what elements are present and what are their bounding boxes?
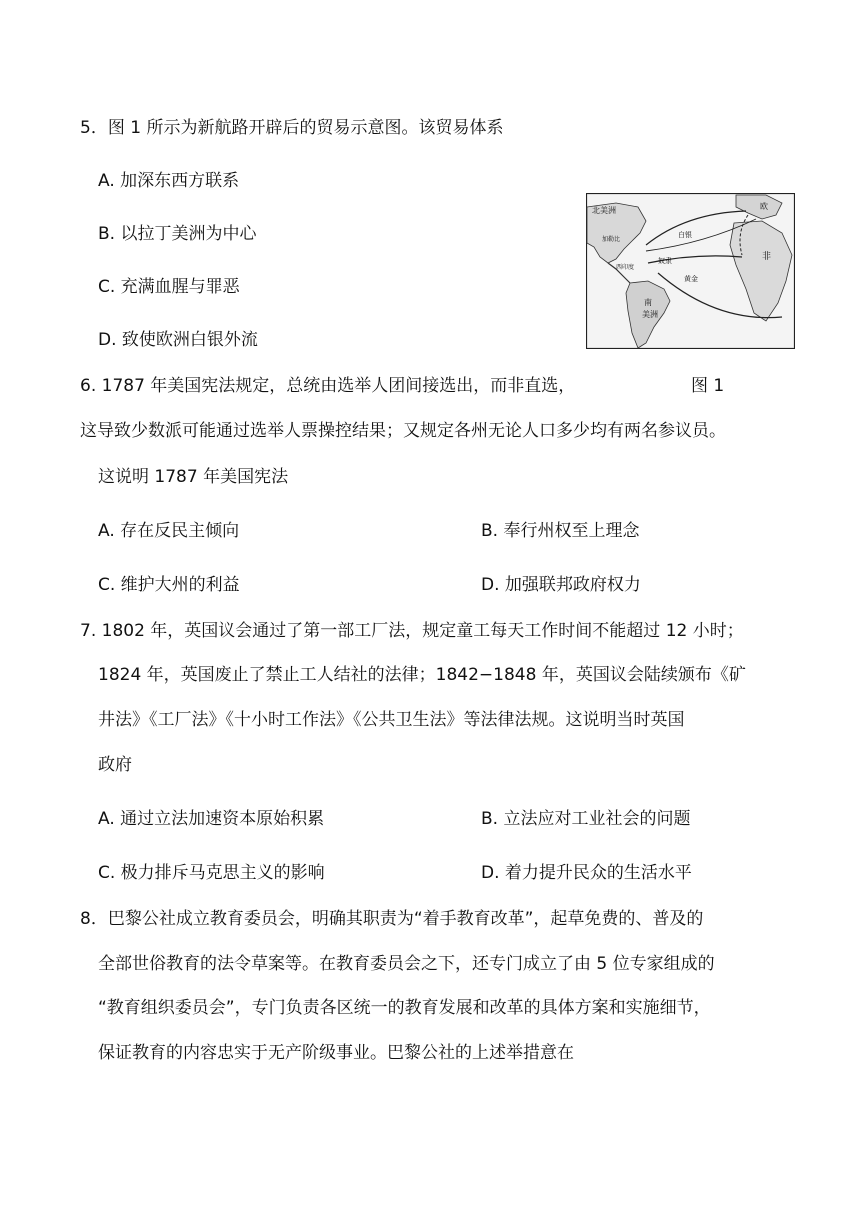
q8-stem-line-3: “教育组织委员会”，专门负责各区统一的教育发展和改革的具体方案和实施细节，	[98, 998, 711, 1018]
q6-option-b[interactable]: B. 奉行州权至上理念	[481, 521, 640, 541]
q6-stem-line-3: 这说明 1787 年美国宪法	[98, 467, 289, 487]
q6-stem-line-1: 6. 1787 年美国宪法规定，总统由选举人团间接选出，而非直选，	[80, 376, 576, 396]
q5-option-c[interactable]: C. 充满血腥与罪恶	[98, 277, 240, 297]
q8-stem-line-2: 全部世俗教育的法令草案等。在教育委员会之下，还专门成立了由 5 位专家组成的	[98, 954, 715, 974]
q6-option-a[interactable]: A. 存在反民主倾向	[98, 521, 240, 541]
map-label-slave: 奴隶	[658, 257, 672, 265]
q6-option-d[interactable]: D. 加强联邦政府权力	[481, 575, 641, 595]
map-label-europe: 欧	[760, 202, 768, 211]
map-label-silver: 白银	[678, 231, 692, 239]
q7-stem-line-2: 1824 年，英国废止了禁止工人结社的法律；1842−1848 年，英国议会陆续颁布《矿	[98, 665, 746, 685]
q6-option-c[interactable]: C. 维护大州的利益	[98, 575, 240, 595]
q7-stem-line-4: 政府	[98, 755, 132, 775]
map-label-africa: 非	[762, 252, 772, 262]
q5-option-b[interactable]: B. 以拉丁美洲为中心	[98, 224, 257, 244]
map-label-south-america-2: 美洲	[642, 310, 658, 319]
map-label-gold: 黄金	[684, 275, 698, 283]
q7-option-c[interactable]: C. 极力排斥马克思主义的影响	[98, 863, 325, 883]
q6-stem-line-2: 这导致少数派可能通过选举人票操控结果；又规定各州无论人口多少均有两名参议员。	[80, 421, 726, 441]
map-label-caribbean: 加勒比	[602, 236, 621, 243]
q7-option-d[interactable]: D. 着力提升民众的生活水平	[481, 863, 692, 883]
q5-stem: 5．图 1 所示为新航路开辟后的贸易示意图。该贸易体系	[80, 118, 504, 138]
q7-stem-line-1: 7. 1802 年，英国议会通过了第一部工厂法，规定童工每天工作时间不能超过 12 小时；	[80, 621, 744, 641]
map-label-west-indies: 西印度	[616, 264, 635, 271]
trade-route-map	[586, 193, 795, 349]
map-label-north-america-2: 洲	[608, 206, 616, 215]
map-label-north-america: 北美	[592, 206, 608, 215]
q7-stem-line-3: 井法》《工厂法》《十小时工作法》《公共卫生法》等法律法规。这说明当时英国	[98, 710, 685, 730]
q5-option-d[interactable]: D. 致使欧洲白银外流	[98, 330, 258, 350]
q5-option-a[interactable]: A. 加深东西方联系	[98, 171, 240, 191]
q7-option-b[interactable]: B. 立法应对工业社会的问题	[481, 809, 691, 829]
q8-stem-line-1: 8．巴黎公社成立教育委员会，明确其职责为“着手教育改革”，起草免费的、普及的	[80, 909, 704, 929]
map-label-south-america: 南	[644, 298, 652, 307]
figure-caption: 图 1	[691, 376, 725, 396]
q8-stem-line-4: 保证教育的内容忠实于无产阶级事业。巴黎公社的上述举措意在	[98, 1043, 574, 1063]
q7-option-a[interactable]: A. 通过立法加速资本原始积累	[98, 809, 325, 829]
